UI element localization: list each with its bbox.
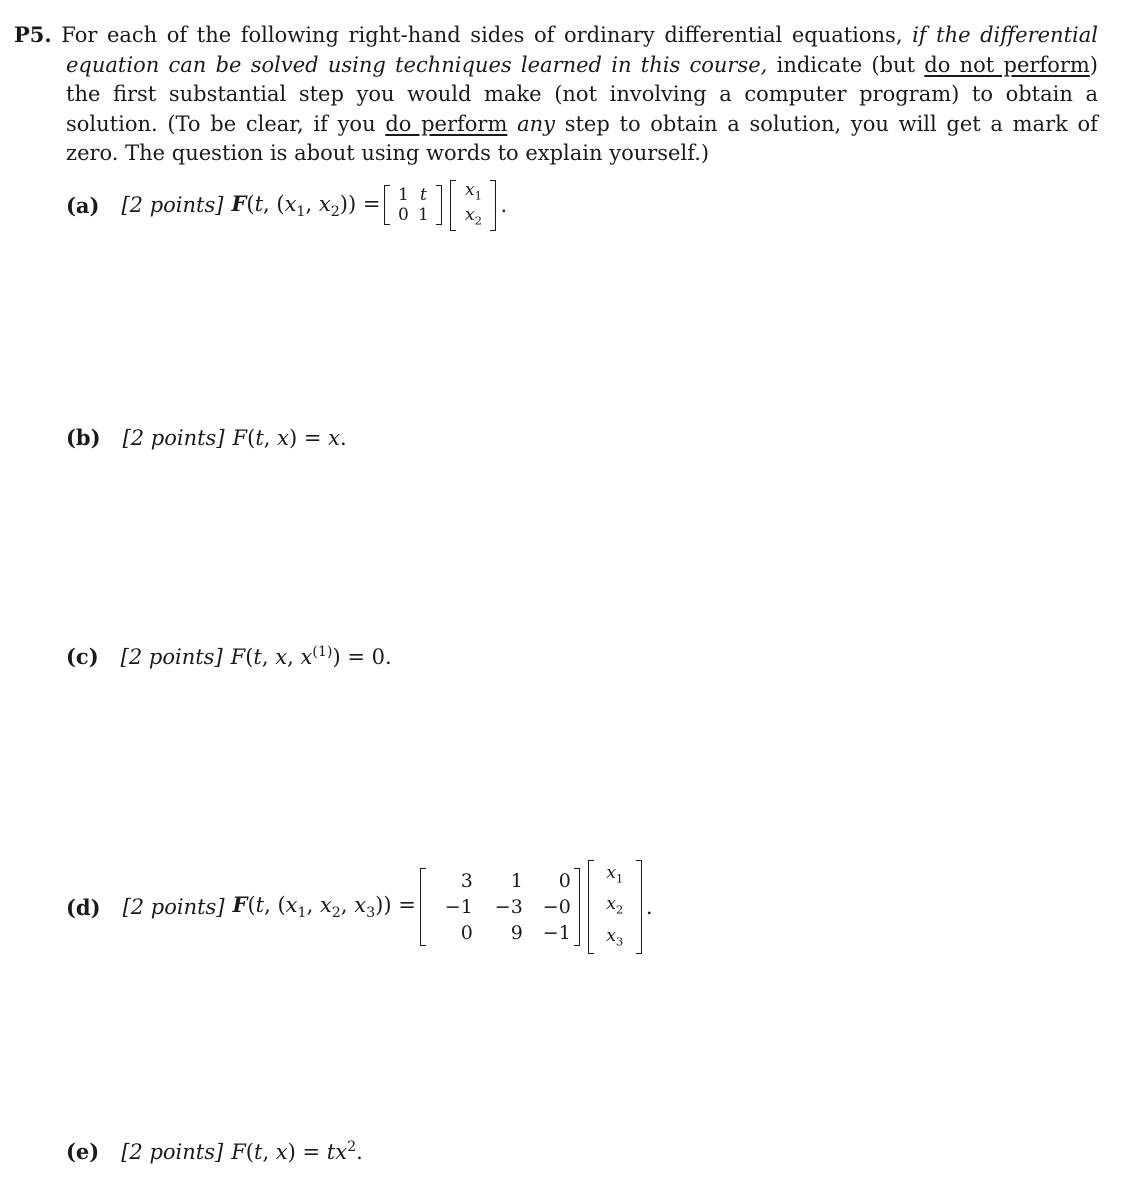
intro-underline-do-perform: do perform [385,111,508,136]
intro-text-2: indicate (but [776,52,916,77]
part-d-lhs-render: F(t, ($x_1$, $x_2$, $x_3$)) = [232,892,416,922]
matrix-d-cell: −1 [444,896,473,919]
intro-text-1: For each of the following right-hand sides of ordinary differential equations, [61,23,903,47]
intro-underline-do-not-perform: do not perform [924,52,1090,77]
part-b-label: (b) [66,425,101,450]
part-e-label: (e) [66,1139,100,1164]
matrix-a-cell: 0 [398,205,409,226]
vector-a-cell: $x_1$ [464,180,482,203]
intro-text-4: step to obtain a solution, you will get a mark of zero. The question is about using words to explain yourself.) [66,111,1098,165]
part-a [66,180,507,231]
part-a-vector [450,180,496,231]
part-d [66,860,653,954]
problem-statement [14,20,1098,169]
part-d-equation [233,860,653,954]
matrix-d-cell: 9 [510,922,523,945]
matrix-a-cell: 1 [398,185,409,206]
part-b-points: [2 points] [122,425,225,450]
problem-intro [14,20,1098,169]
part-b [66,425,347,450]
vector-d-cell: $x_2$ [606,894,624,917]
part-e [66,1139,363,1164]
intro-italic-condition: if the differential equation can be solved using techniques learned in this course, [66,23,1098,77]
part-d-label: (d) [66,894,101,920]
part-c-label: (c) [66,644,99,669]
matrix-a-cell: 1 [418,205,429,226]
part-e-points: [2 points] [121,1139,224,1164]
part-a-matrix [384,185,442,225]
part-c-equation-render: F(t, x, $x^{(1)}) = 0$. [230,644,392,669]
part-a-label: (a) [66,192,100,218]
intro-text-3: ) the first substantial step you would make (not involving a computer program) to obtain a solution. (To be clear, if you [66,52,1098,136]
matrix-d-cell: −3 [494,896,523,919]
matrix-d-cell: 1 [510,870,523,893]
intro-italic-any: any [517,111,556,136]
vector-d-cell: $x_3$ [606,925,624,949]
part-a-lhs-render: F(t, ($x_1$, $x_2$)) = [231,190,381,220]
part-a-points: [2 points] [121,193,224,218]
matrix-d-cell: 3 [460,870,473,893]
matrix-d-cell: −0 [542,896,571,919]
part-a-period: . [500,193,508,218]
vector-a-cell: $x_2$ [464,205,482,228]
part-e-equation-render: F(t, $x) = tx^2$. [231,1139,363,1164]
part-d-points: [2 points] [122,895,225,920]
matrix-d-cell: −1 [542,922,571,945]
part-c [66,644,392,669]
matrix-a-cell: t [420,185,427,206]
part-b-equation-render: F(t, x) = x. [232,425,347,450]
part-d-period: . [645,895,653,920]
part-d-matrix [420,868,580,946]
vector-d-cell: $x_1$ [606,863,624,886]
part-c-points: [2 points] [120,644,223,669]
problem-label: P5. [14,22,52,47]
matrix-d-cell: 0 [558,870,571,893]
matrix-d-cell: 0 [460,922,473,945]
part-a-equation [231,180,507,231]
part-d-vector [588,860,642,954]
